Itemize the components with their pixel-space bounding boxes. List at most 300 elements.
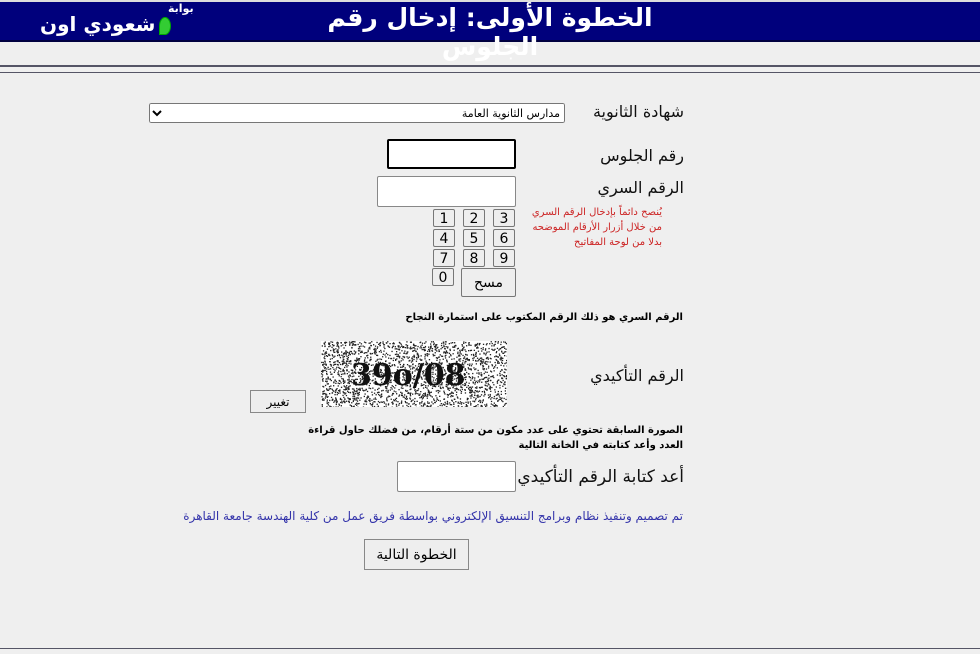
- captcha-noise-dot: [461, 402, 462, 403]
- captcha-noise-dot: [479, 353, 480, 354]
- captcha-noise-dot: [430, 343, 431, 344]
- captcha-noise-dot: [325, 394, 326, 395]
- captcha-noise-dot: [336, 389, 337, 390]
- captcha-noise-dot: [444, 393, 445, 394]
- captcha-noise-dot: [422, 343, 423, 344]
- captcha-noise-dot: [325, 381, 326, 382]
- keypad-7[interactable]: 7: [433, 249, 455, 267]
- captcha-noise-dot: [322, 371, 323, 372]
- captcha-noise-dot: [344, 382, 345, 383]
- captcha-noise-dot: [397, 401, 398, 402]
- captcha-noise-dot: [359, 346, 360, 347]
- captcha-noise-dot: [417, 393, 418, 394]
- captcha-noise-dot: [386, 343, 387, 344]
- captcha-noise-dot: [349, 343, 350, 344]
- captcha-noise-dot: [350, 399, 351, 400]
- captcha-noise-dot: [338, 393, 339, 394]
- captcha-noise-dot: [417, 401, 418, 402]
- captcha-noise-dot: [462, 350, 463, 351]
- captcha-noise-dot: [415, 351, 416, 352]
- captcha-noise-dot: [334, 364, 335, 365]
- captcha-noise-dot: [380, 345, 381, 346]
- captcha-noise-dot: [324, 344, 325, 345]
- captcha-noise-dot: [438, 351, 439, 352]
- captcha-noise-dot: [366, 404, 367, 405]
- captcha-noise-dot: [458, 405, 459, 406]
- captcha-noise-dot: [348, 388, 349, 389]
- captcha-noise-dot: [503, 406, 504, 407]
- captcha-noise-dot: [497, 367, 498, 368]
- captcha-noise-dot: [494, 356, 495, 357]
- credits-text: تم تصميم وتنفيذ نظام وبرامج التنسيق الإلكتروني بواسطة فريق عمل من كلية الهندسة جامعة القاهرة: [183, 509, 683, 523]
- captcha-noise-dot: [471, 365, 472, 366]
- captcha-noise-dot: [340, 382, 341, 383]
- keypad-5[interactable]: 5: [463, 229, 485, 247]
- captcha-noise-dot: [440, 405, 441, 406]
- captcha-noise-dot: [337, 372, 338, 373]
- captcha-noise-dot: [405, 353, 406, 354]
- captcha-noise-dot: [490, 376, 491, 377]
- captcha-noise-dot: [479, 387, 480, 388]
- captcha-noise-dot: [358, 353, 359, 354]
- captcha-noise-dot: [502, 386, 503, 387]
- captcha-noise-dot: [423, 404, 424, 405]
- captcha-noise-dot: [459, 350, 460, 351]
- captcha-noise-dot: [447, 402, 448, 403]
- site-logo[interactable]: [40, 12, 171, 36]
- captcha-noise-dot: [398, 354, 399, 355]
- captcha-noise-dot: [336, 404, 337, 405]
- captcha-noise-dot: [495, 391, 496, 392]
- captcha-noise-dot: [492, 376, 493, 377]
- captcha-noise-dot: [331, 347, 332, 348]
- captcha-noise-dot: [324, 358, 325, 359]
- captcha-noise-dot: [324, 354, 325, 355]
- captcha-noise-dot: [451, 342, 452, 343]
- captcha-noise-dot: [495, 362, 496, 363]
- captcha-noise-dot: [391, 351, 392, 352]
- certificate-select[interactable]: [149, 103, 565, 123]
- captcha-noise-dot: [463, 403, 464, 404]
- captcha-noise-dot: [330, 364, 331, 365]
- captcha-noise-dot: [369, 398, 370, 399]
- captcha-noise-dot: [491, 401, 492, 402]
- captcha-noise-dot: [401, 344, 402, 345]
- captcha-noise-dot: [450, 355, 451, 356]
- captcha-noise-dot: [343, 361, 344, 362]
- captcha-noise-dot: [477, 382, 478, 383]
- captcha-noise-dot: [339, 391, 340, 392]
- captcha-noise-dot: [341, 387, 342, 388]
- captcha-noise-dot: [346, 361, 347, 362]
- captcha-noise-dot: [341, 351, 342, 352]
- captcha-noise-dot: [342, 373, 343, 374]
- captcha-noise-dot: [324, 361, 325, 362]
- captcha-noise-dot: [451, 404, 452, 405]
- captcha-noise-dot: [335, 397, 336, 398]
- captcha-noise-dot: [500, 371, 501, 372]
- captcha-noise-dot: [376, 342, 377, 343]
- captcha-noise-dot: [372, 404, 373, 405]
- captcha-noise-dot: [349, 341, 350, 342]
- captcha-noise-dot: [413, 355, 414, 356]
- captcha-noise-dot: [322, 393, 323, 394]
- captcha-noise-dot: [392, 346, 393, 347]
- captcha-noise-dot: [485, 350, 486, 351]
- captcha-noise-dot: [440, 354, 441, 355]
- captcha-noise-dot: [488, 367, 489, 368]
- captcha-noise-dot: [395, 354, 396, 355]
- captcha-noise-dot: [474, 377, 475, 378]
- captcha-noise-dot: [453, 353, 454, 354]
- captcha-noise-dot: [450, 404, 451, 405]
- captcha-noise-dot: [325, 342, 326, 343]
- captcha-noise-dot: [429, 402, 430, 403]
- captcha-noise-dot: [447, 352, 448, 353]
- secret-note: الرقم السري هو ذلك الرقم المكتوب على استمارة النجاح: [405, 312, 683, 323]
- captcha-noise-dot: [490, 398, 491, 399]
- captcha-noise-dot: [371, 341, 372, 342]
- captcha-noise-dot: [406, 344, 407, 345]
- captcha-noise-dot: [344, 372, 345, 373]
- captcha-noise-dot: [355, 351, 356, 352]
- captcha-noise-dot: [323, 366, 324, 367]
- captcha-noise-dot: [414, 401, 415, 402]
- captcha-noise-dot: [352, 343, 353, 344]
- secret-number-input[interactable]: [377, 176, 516, 207]
- captcha-noise-dot: [481, 382, 482, 383]
- captcha-noise-dot: [483, 344, 484, 345]
- captcha-noise-dot: [484, 394, 485, 395]
- captcha-noise-dot: [420, 347, 421, 348]
- captcha-noise-dot: [336, 401, 337, 402]
- captcha-noise-dot: [392, 403, 393, 404]
- next-step-button[interactable]: الخطوة التالية: [364, 539, 469, 570]
- captcha-noise-dot: [326, 406, 327, 407]
- keypad-1[interactable]: 1: [433, 209, 455, 227]
- captcha-noise-dot: [482, 359, 483, 360]
- captcha-noise-dot: [367, 355, 368, 356]
- captcha-noise-dot: [322, 374, 323, 375]
- captcha-noise-dot: [333, 350, 334, 351]
- captcha-noise-dot: [399, 352, 400, 353]
- captcha-noise-dot: [330, 341, 331, 342]
- captcha-noise-dot: [433, 403, 434, 404]
- captcha-noise-dot: [433, 398, 434, 399]
- captcha-noise-dot: [346, 354, 347, 355]
- captcha-noise-dot: [399, 394, 400, 395]
- captcha-noise-dot: [369, 347, 370, 348]
- captcha-noise-dot: [441, 356, 442, 357]
- captcha-noise-dot: [343, 392, 344, 393]
- captcha-noise-dot: [423, 397, 424, 398]
- captcha-noise-dot: [463, 343, 464, 344]
- captcha-noise-dot: [449, 343, 450, 344]
- captcha-noise-dot: [501, 391, 502, 392]
- captcha-noise-dot: [364, 346, 365, 347]
- captcha-noise-dot: [387, 341, 388, 342]
- captcha-noise-dot: [503, 365, 504, 366]
- captcha-noise-dot: [482, 406, 483, 407]
- captcha-noise-dot: [349, 383, 350, 384]
- captcha-noise-dot: [357, 401, 358, 402]
- captcha-noise-dot: [473, 382, 474, 383]
- captcha-noise-dot: [487, 357, 488, 358]
- captcha-noise-dot: [326, 381, 327, 382]
- captcha-noise-dot: [396, 400, 397, 401]
- captcha-noise-dot: [351, 347, 352, 348]
- captcha-noise-dot: [490, 407, 491, 408]
- captcha-noise-dot: [351, 402, 352, 403]
- captcha-noise-dot: [406, 396, 407, 397]
- captcha-noise-dot: [364, 400, 365, 401]
- captcha-noise-dot: [404, 397, 405, 398]
- captcha-noise-dot: [339, 375, 340, 376]
- captcha-noise-dot: [447, 394, 448, 395]
- captcha-noise-dot: [383, 344, 384, 345]
- captcha-noise-dot: [365, 393, 366, 394]
- captcha-noise-dot: [321, 396, 322, 397]
- captcha-note: الصورة السابقة تحتوي على عدد مكون من ستة أرقام، من فضلك حاول قراءة العدد وأعد كتابته في الخانة التالية: [308, 425, 683, 451]
- captcha-noise-dot: [481, 375, 482, 376]
- captcha-noise-dot: [366, 401, 367, 402]
- captcha-noise-dot: [482, 366, 483, 367]
- captcha-noise-dot: [466, 382, 467, 383]
- captcha-noise-dot: [477, 343, 478, 344]
- captcha-noise-dot: [422, 345, 423, 346]
- captcha-noise-dot: [354, 406, 355, 407]
- captcha-noise-dot: [330, 345, 331, 346]
- captcha-noise-dot: [374, 351, 375, 352]
- captcha-noise-dot: [486, 389, 487, 390]
- captcha-noise-dot: [375, 399, 376, 400]
- captcha-noise-dot: [504, 381, 505, 382]
- captcha-noise-dot: [475, 390, 476, 391]
- captcha-noise-dot: [481, 348, 482, 349]
- captcha-noise-dot: [401, 346, 402, 347]
- captcha-noise-dot: [507, 365, 508, 366]
- captcha-noise-dot: [377, 346, 378, 347]
- captcha-noise-dot: [444, 346, 445, 347]
- captcha-noise-dot: [407, 398, 408, 399]
- captcha-noise-dot: [330, 361, 331, 362]
- captcha-noise-dot: [344, 367, 345, 368]
- captcha-noise-dot: [359, 400, 360, 401]
- captcha-noise-dot: [358, 398, 359, 399]
- captcha-noise-dot: [345, 345, 346, 346]
- captcha-noise-dot: [339, 362, 340, 363]
- keypad-0[interactable]: 0: [432, 268, 454, 286]
- keypad-4[interactable]: 4: [433, 229, 455, 247]
- captcha-noise-dot: [346, 363, 347, 364]
- captcha-noise-dot: [506, 360, 507, 361]
- captcha-noise-dot: [396, 404, 397, 405]
- captcha-noise-dot: [325, 397, 326, 398]
- captcha-noise-dot: [505, 349, 506, 350]
- captcha-noise-dot: [421, 397, 422, 398]
- captcha-noise-dot: [412, 404, 413, 405]
- captcha-noise-dot: [407, 345, 408, 346]
- captcha-noise-dot: [477, 404, 478, 405]
- captcha-noise-dot: [478, 372, 479, 373]
- captcha-noise-dot: [396, 351, 397, 352]
- captcha-noise-dot: [403, 356, 404, 357]
- captcha-noise-dot: [476, 386, 477, 387]
- captcha-noise-dot: [351, 351, 352, 352]
- captcha-noise-dot: [443, 399, 444, 400]
- captcha-noise-dot: [476, 363, 477, 364]
- captcha-noise-dot: [457, 352, 458, 353]
- captcha-noise-dot: [372, 406, 373, 407]
- captcha-noise-dot: [485, 377, 486, 378]
- seat-label: رقم الجلوس: [600, 146, 684, 165]
- captcha-noise-dot: [454, 342, 455, 343]
- captcha-noise-dot: [359, 350, 360, 351]
- captcha-noise-dot: [435, 347, 436, 348]
- captcha-noise-dot: [417, 353, 418, 354]
- captcha-noise-dot: [504, 405, 505, 406]
- captcha-noise-dot: [373, 344, 374, 345]
- captcha-noise-dot: [330, 406, 331, 407]
- captcha-noise-dot: [414, 345, 415, 346]
- captcha-noise-dot: [322, 399, 323, 400]
- keypad-3[interactable]: 3: [493, 209, 515, 227]
- captcha-noise-dot: [344, 353, 345, 354]
- captcha-noise-dot: [331, 397, 332, 398]
- captcha-noise-dot: [381, 394, 382, 395]
- captcha-noise-dot: [501, 398, 502, 399]
- captcha-noise-dot: [398, 355, 399, 356]
- captcha-noise-dot: [421, 405, 422, 406]
- captcha-noise-dot: [486, 361, 487, 362]
- captcha-noise-dot: [501, 342, 502, 343]
- captcha-noise-dot: [356, 399, 357, 400]
- captcha-noise-dot: [476, 405, 477, 406]
- captcha-noise-dot: [495, 405, 496, 406]
- captcha-noise-dot: [333, 357, 334, 358]
- captcha-noise-dot: [433, 354, 434, 355]
- captcha-noise-dot: [455, 401, 456, 402]
- keypad-9[interactable]: 9: [493, 249, 515, 267]
- captcha-noise-dot: [488, 394, 489, 395]
- captcha-noise-dot: [467, 364, 468, 365]
- captcha-noise-dot: [417, 346, 418, 347]
- captcha-noise-dot: [467, 398, 468, 399]
- captcha-noise-dot: [377, 348, 378, 349]
- captcha-noise-dot: [458, 355, 459, 356]
- captcha-noise-dot: [452, 346, 453, 347]
- captcha-noise-dot: [418, 394, 419, 395]
- captcha-noise-dot: [415, 393, 416, 394]
- captcha-noise-dot: [338, 404, 339, 405]
- captcha-noise-dot: [481, 357, 482, 358]
- captcha-noise-dot: [445, 341, 446, 342]
- captcha-noise-dot: [403, 353, 404, 354]
- captcha-noise-dot: [431, 401, 432, 402]
- captcha-noise-dot: [501, 382, 502, 383]
- captcha-noise-dot: [484, 373, 485, 374]
- captcha-noise-dot: [460, 398, 461, 399]
- captcha-noise-dot: [495, 355, 496, 356]
- captcha-noise-dot: [382, 402, 383, 403]
- captcha-noise-dot: [367, 396, 368, 397]
- captcha-noise-dot: [348, 371, 349, 372]
- captcha-noise-dot: [345, 365, 346, 366]
- seat-number-input[interactable]: [387, 139, 516, 169]
- captcha-noise-dot: [340, 371, 341, 372]
- captcha-noise-dot: [482, 361, 483, 362]
- captcha-noise-dot: [465, 354, 466, 355]
- captcha-noise-dot: [392, 347, 393, 348]
- change-captcha-button[interactable]: تغيير: [250, 390, 306, 413]
- captcha-noise-dot: [437, 399, 438, 400]
- captcha-noise-dot: [479, 344, 480, 345]
- captcha-noise-dot: [332, 367, 333, 368]
- captcha-noise-dot: [334, 394, 335, 395]
- captcha-noise-dot: [494, 349, 495, 350]
- captcha-noise-dot: [474, 380, 475, 381]
- captcha-noise-dot: [447, 346, 448, 347]
- captcha-noise-dot: [329, 406, 330, 407]
- captcha-noise-dot: [378, 344, 379, 345]
- captcha-noise-dot: [376, 394, 377, 395]
- captcha-noise-dot: [419, 403, 420, 404]
- captcha-noise-dot: [368, 400, 369, 401]
- captcha-noise-dot: [345, 393, 346, 394]
- captcha-noise-dot: [435, 395, 436, 396]
- captcha-noise-dot: [326, 378, 327, 379]
- captcha-noise-dot: [491, 371, 492, 372]
- captcha-noise-dot: [490, 358, 491, 359]
- captcha-text: 39o/08: [351, 358, 466, 393]
- clear-button[interactable]: مسح: [461, 268, 516, 297]
- captcha-noise-dot: [392, 343, 393, 344]
- captcha-noise-dot: [341, 378, 342, 379]
- captcha-noise-dot: [506, 343, 507, 344]
- captcha-noise-dot: [330, 385, 331, 386]
- captcha-noise-dot: [485, 354, 486, 355]
- captcha-noise-dot: [353, 400, 354, 401]
- captcha-noise-dot: [370, 403, 371, 404]
- keypad-2[interactable]: 2: [463, 209, 485, 227]
- captcha-noise-dot: [391, 399, 392, 400]
- captcha-noise-dot: [475, 382, 476, 383]
- captcha-noise-dot: [328, 390, 329, 391]
- captcha-noise-dot: [334, 372, 335, 373]
- captcha-noise-dot: [347, 387, 348, 388]
- captcha-noise-dot: [360, 346, 361, 347]
- keypad-6[interactable]: 6: [493, 229, 515, 247]
- captcha-noise-dot: [376, 349, 377, 350]
- captcha-noise-dot: [343, 347, 344, 348]
- captcha-noise-dot: [442, 347, 443, 348]
- captcha-noise-dot: [501, 369, 502, 370]
- captcha-noise-dot: [348, 355, 349, 356]
- captcha-noise-dot: [324, 345, 325, 346]
- captcha-noise-dot: [496, 398, 497, 399]
- captcha-noise-dot: [445, 403, 446, 404]
- captcha-noise-dot: [485, 348, 486, 349]
- captcha-noise-dot: [495, 344, 496, 345]
- captcha-noise-dot: [338, 385, 339, 386]
- captcha-noise-dot: [347, 359, 348, 360]
- captcha-noise-dot: [411, 348, 412, 349]
- captcha-noise-dot: [484, 363, 485, 364]
- captcha-noise-dot: [442, 405, 443, 406]
- keypad-8[interactable]: 8: [463, 249, 485, 267]
- captcha-noise-dot: [337, 355, 338, 356]
- confirm-captcha-input[interactable]: [397, 461, 516, 492]
